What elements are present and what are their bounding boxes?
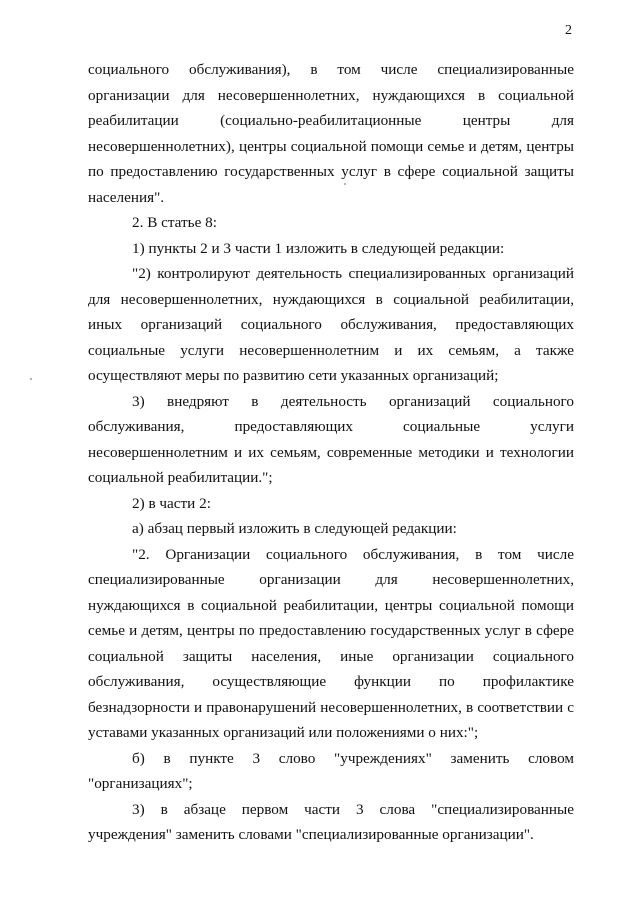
paragraph-continuation: социального обслуживания), в том числе специализированные организации для несовершеннолетних, нуждающихся в социальной реабилитации (социально-реабилитационные центры для несовершеннолетних), центры социальной помощи семье и детям, центры по предоставлению государственных услуг в сфере социальной защиты населения". bbox=[88, 61, 574, 206]
scan-speck bbox=[344, 183, 346, 185]
paragraph-quote-3: 3) внедряют в деятельность организаций социального обслуживания, предоставляющих социальные услуги несовершеннолетним и их семьям, современные методики и технологии социальной реабилитации."; bbox=[88, 392, 574, 486]
paragraph-quote-2: "2) контролируют деятельность специализированных организаций для несовершеннолетних, нуждающихся в социальной реабилитации, иных организаций социального обслуживания, предоставляющих социальные услуги несовершеннолетним и их семьям, а также осуществляют меры по развитию сети указанных организаций; bbox=[88, 265, 574, 384]
paragraph-sub-2b: б) в пункте 3 слово "учреждениях" заменить словом "организациях"; bbox=[88, 749, 574, 792]
paragraph-sub-1: 1) пункты 2 и 3 части 1 изложить в следующей редакции: bbox=[132, 239, 505, 257]
page-number: 2 bbox=[565, 23, 572, 38]
paragraph-item-2: 2. В статье 8: bbox=[132, 214, 217, 231]
scan-speck bbox=[30, 378, 32, 380]
paragraph-sub-2: 2) в части 2: bbox=[132, 494, 211, 512]
paragraph-quote-org: "2. Организации социального обслуживания, в том числе специализированные организации для несовершеннолетних, нуждающихся в социальной реабилитации, центры социальной помощи семье и детям, центры по предоставлению государственных услуг в сфере социальной защиты населения, иные организации социального обслуживания, осуществляющие функции по профилактике безнадзорности и правонарушений несовершеннолетних, в соответствии с уставами указанных организаций или положениями о них:"; bbox=[88, 545, 574, 741]
paragraph-sub-3: 3) в абзаце первом части 3 слова "специализированные учреждения" заменить словами "специализированные организации". bbox=[88, 800, 574, 843]
paragraph-sub-2a: а) абзац первый изложить в следующей редакции: bbox=[132, 520, 457, 537]
document-body bbox=[88, 57, 574, 848]
